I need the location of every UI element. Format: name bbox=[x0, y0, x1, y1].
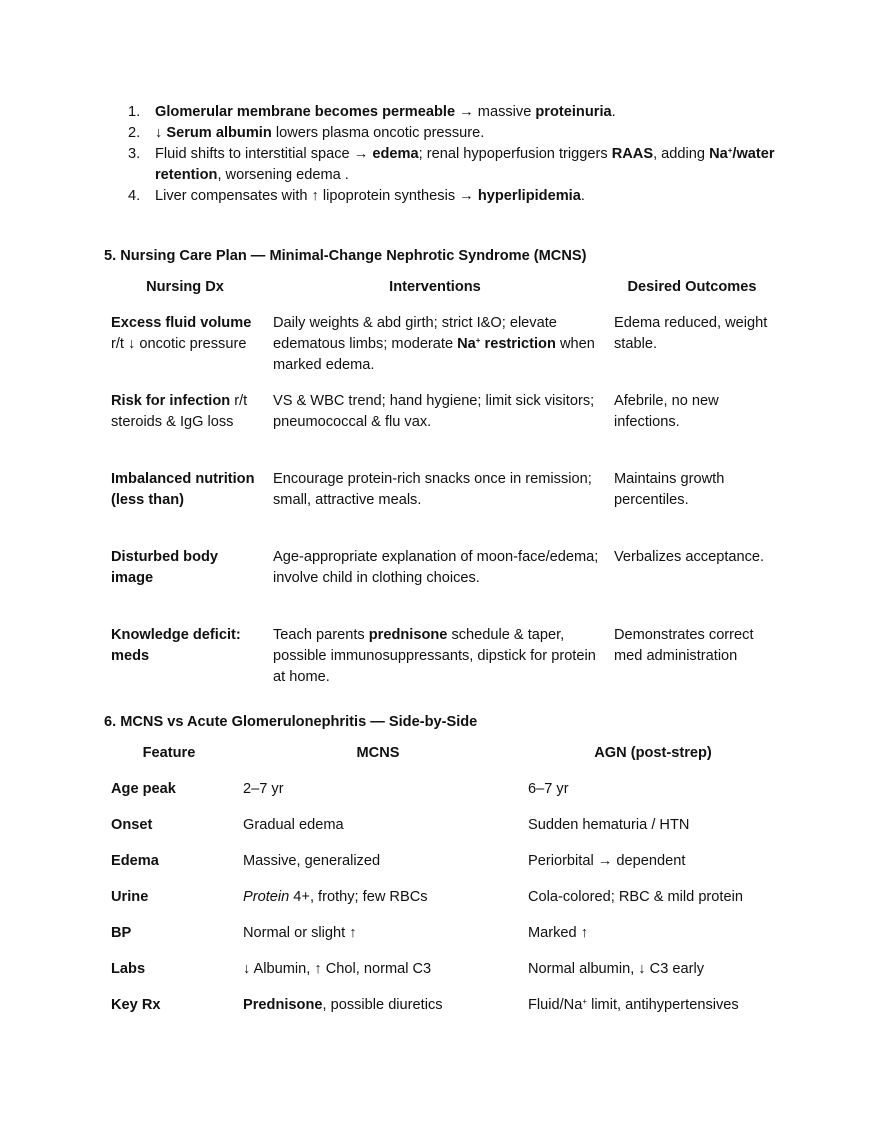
col-header-agn: AGN (post-strep) bbox=[594, 745, 712, 761]
comparison-header-row bbox=[104, 743, 784, 779]
mcns-cell: Prednisone, possible diuretics bbox=[243, 997, 443, 1013]
nursing-dx-cell: Excess fluid volume r/t ↓ oncotic pressure bbox=[111, 315, 252, 352]
interventions-cell: Age-appropriate explanation of moon-face/edema; involve child in clothing choices. bbox=[273, 549, 599, 586]
list-item bbox=[104, 186, 784, 207]
mcns-cell: ↓ Albumin, ↑ Chol, normal C3 bbox=[243, 961, 432, 977]
interventions-cell: Encourage protein-rich snacks once in remission; small, attractive meals. bbox=[273, 471, 592, 508]
list-item-number: 2. bbox=[128, 125, 141, 141]
interventions-cell: Teach parents prednisone schedule & taper, possible immunosuppressants, dipstick for protein at home. bbox=[273, 627, 596, 685]
mcns-cell: Protein 4+, frothy; few RBCs bbox=[243, 889, 428, 905]
outcomes-cell: Maintains growth percentiles. bbox=[614, 471, 725, 508]
agn-cell: Marked ↑ bbox=[528, 925, 589, 941]
comparison-body bbox=[104, 779, 784, 1031]
table-row bbox=[104, 625, 784, 695]
care-plan-table bbox=[104, 277, 784, 695]
feature-cell: Labs bbox=[111, 961, 146, 977]
list-item bbox=[104, 144, 784, 186]
list-item bbox=[104, 102, 784, 123]
comparison-heading: 6. MCNS vs Acute Glomerulonephritis — Side-by-Side bbox=[104, 714, 478, 730]
agn-cell: Fluid/Na+ limit, antihypertensives bbox=[528, 997, 739, 1013]
feature-cell: Urine bbox=[111, 889, 149, 905]
table-row bbox=[104, 923, 784, 959]
outcomes-cell: Afebrile, no new infections. bbox=[614, 393, 719, 430]
col-header-interventions: Interventions bbox=[389, 279, 481, 295]
col-header-nursing-dx: Nursing Dx bbox=[146, 279, 224, 295]
col-header-feature: Feature bbox=[142, 745, 196, 761]
agn-cell: Periorbital → dependent bbox=[528, 853, 686, 869]
comparison-table bbox=[104, 743, 784, 1031]
table-row bbox=[104, 547, 784, 625]
agn-cell: Sudden hematuria / HTN bbox=[528, 817, 690, 833]
outcomes-cell: Demonstrates correct med administration bbox=[614, 627, 754, 664]
nursing-dx-cell: Imbalanced nutrition (less than) bbox=[111, 471, 255, 508]
table-row bbox=[104, 815, 784, 851]
pathophysiology-steps-list bbox=[104, 102, 784, 207]
table-row bbox=[104, 887, 784, 923]
col-header-mcns: MCNS bbox=[356, 745, 400, 761]
feature-cell: BP bbox=[111, 925, 132, 941]
col-header-desired-outcomes: Desired Outcomes bbox=[627, 279, 757, 295]
list-item-text: Liver compensates with ↑ lipoprotein synthesis → hyperlipidemia. bbox=[155, 188, 585, 204]
care-plan-header-row bbox=[104, 277, 784, 313]
agn-cell: Normal albumin, ↓ C3 early bbox=[528, 961, 704, 977]
nursing-dx-cell: Risk for infection r/t steroids & IgG loss bbox=[111, 393, 248, 430]
table-row bbox=[104, 469, 784, 547]
table-row bbox=[104, 851, 784, 887]
list-item-text: Glomerular membrane becomes permeable → massive proteinuria. bbox=[155, 104, 616, 120]
interventions-cell: VS & WBC trend; hand hygiene; limit sick visitors; pneumococcal & flu vax. bbox=[273, 393, 595, 430]
table-row bbox=[104, 313, 784, 391]
feature-cell: Onset bbox=[111, 817, 153, 833]
mcns-cell: 2–7 yr bbox=[243, 781, 284, 797]
agn-cell: Cola-colored; RBC & mild protein bbox=[528, 889, 743, 905]
agn-cell: 6–7 yr bbox=[528, 781, 569, 797]
list-item-number: 1. bbox=[128, 104, 141, 120]
list-item-text: ↓ Serum albumin lowers plasma oncotic pressure. bbox=[155, 125, 485, 141]
feature-cell: Edema bbox=[111, 853, 159, 869]
care-plan-heading: 5. Nursing Care Plan — Minimal-Change Nephrotic Syndrome (MCNS) bbox=[104, 248, 587, 264]
list-item-number: 3. bbox=[128, 146, 141, 162]
care-plan-body bbox=[104, 313, 784, 695]
nursing-dx-cell: Knowledge deficit: meds bbox=[111, 627, 241, 664]
mcns-cell: Gradual edema bbox=[243, 817, 344, 833]
list-item-number: 4. bbox=[128, 188, 141, 204]
table-row bbox=[104, 391, 784, 469]
mcns-cell: Normal or slight ↑ bbox=[243, 925, 357, 941]
table-row bbox=[104, 959, 784, 995]
feature-cell: Key Rx bbox=[111, 997, 161, 1013]
nursing-dx-cell: Disturbed body image bbox=[111, 549, 219, 586]
mcns-cell: Massive, generalized bbox=[243, 853, 381, 869]
list-item-text: Fluid shifts to interstitial space → edema; renal hypoperfusion triggers RAAS, adding Na+/water retention, worsening edema . bbox=[155, 146, 775, 183]
feature-cell: Age peak bbox=[111, 781, 176, 797]
outcomes-cell: Verbalizes acceptance. bbox=[614, 549, 765, 565]
table-row bbox=[104, 995, 784, 1031]
interventions-cell: Daily weights & abd girth; strict I&O; elevate edematous limbs; moderate Na+ restriction when marked edema. bbox=[273, 315, 595, 373]
list-item bbox=[104, 123, 784, 144]
outcomes-cell: Edema reduced, weight stable. bbox=[614, 315, 768, 352]
table-row bbox=[104, 779, 784, 815]
